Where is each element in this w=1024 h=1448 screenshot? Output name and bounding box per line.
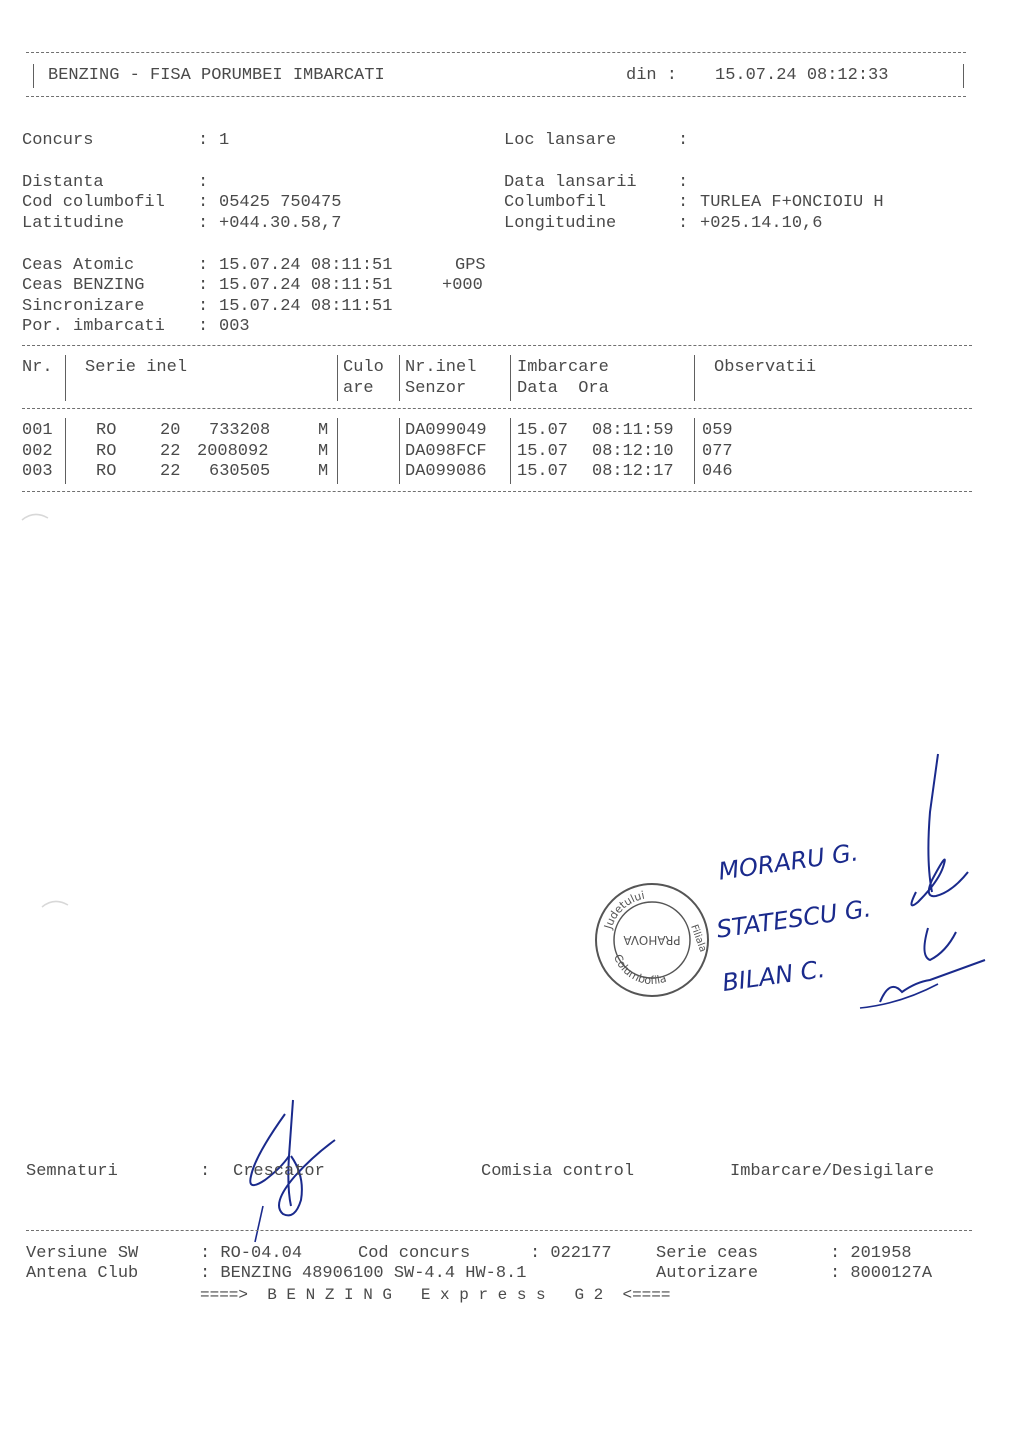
table-top-border — [22, 345, 972, 346]
stamp-side-text: Filiala — [688, 923, 709, 954]
row-obs: 077 — [702, 442, 733, 461]
distanta-sep: : — [198, 173, 209, 192]
header-din-value: 15.07.24 08:12:33 — [715, 66, 889, 85]
header-observatii: Observatii — [714, 358, 817, 377]
handwritten-name-3: BILAN C. — [720, 954, 827, 998]
row-data: 15.07 — [517, 442, 569, 461]
por-imbarcati-label: Por. imbarcati — [22, 317, 165, 336]
loc-lansare-label: Loc lansare — [504, 131, 617, 150]
latitudine-label: Latitudine — [22, 214, 125, 233]
col-divider-nrinel-header — [510, 355, 511, 401]
row-obs: 046 — [702, 462, 733, 481]
row-year: 20 — [160, 421, 181, 440]
header-imbarcare: Imbarcare — [517, 358, 609, 377]
concurs-sep: : — [198, 131, 209, 150]
svg-text:Columbofila — [611, 952, 668, 987]
header-culoare-1: Culo — [343, 358, 384, 377]
versiune-sw-value: : RO-04.04 — [200, 1244, 303, 1263]
longitudine-value: +025.14.10,6 — [700, 214, 823, 233]
row-country: RO — [96, 421, 117, 440]
serie-ceas-label: Serie ceas — [656, 1244, 759, 1263]
sincronizare-value: 15.07.24 08:11:51 — [219, 297, 393, 316]
header-nr: Nr. — [22, 358, 53, 377]
columbofil-sep: : — [678, 193, 689, 212]
header-bottom-border — [26, 96, 966, 97]
scan-mark — [40, 895, 70, 909]
header-data-ora: Data Ora — [517, 379, 609, 398]
ceas-atomic-sep: : — [198, 256, 209, 275]
row-country: RO — [96, 462, 117, 481]
ceas-atomic-extra: GPS — [455, 256, 486, 275]
row-ora: 08:12:17 — [592, 462, 674, 481]
row-senzor: DA099049 — [405, 421, 487, 440]
table-header-separator — [22, 408, 972, 409]
col-divider-nrinel-body — [510, 418, 511, 484]
distanta-label: Distanta — [22, 173, 104, 192]
cod-columbofil-value: 05425 750475 — [219, 193, 342, 212]
ceas-atomic-value: 15.07.24 08:11:51 — [219, 256, 393, 275]
semnaturi-sep: : — [200, 1162, 211, 1181]
row-ora: 08:12:10 — [592, 442, 674, 461]
antena-club-value: : BENZING 48906100 SW-4.4 HW-8.1 — [200, 1264, 527, 1283]
row-nr: 003 — [22, 462, 53, 481]
header-top-border — [26, 52, 966, 53]
col-divider-nr-body — [65, 418, 66, 484]
benzing-express-banner: ====> B E N Z I N G E x p r e s s G 2 <==== — [200, 1286, 671, 1304]
row-year: 22 — [160, 462, 181, 481]
header-senzor: Senzor — [405, 379, 467, 398]
columbofil-label: Columbofil — [504, 193, 607, 212]
cod-columbofil-sep: : — [198, 193, 209, 212]
longitudine-label: Longitudine — [504, 214, 617, 233]
row-senzor: DA098FCF — [405, 442, 487, 461]
autorizare-value: : 8000127A — [830, 1264, 933, 1283]
col-divider-serie-header — [337, 355, 338, 401]
footer-separator — [26, 1230, 972, 1231]
row-ring: 733208 — [209, 421, 271, 440]
longitudine-sep: : — [678, 214, 689, 233]
svg-text:Judetului — [601, 889, 645, 932]
semnaturi-label: Semnaturi — [26, 1162, 118, 1181]
versiune-sw-label: Versiune SW — [26, 1244, 139, 1263]
cod-concurs-label: Cod concurs — [358, 1244, 471, 1263]
col-divider-culo-body — [399, 418, 400, 484]
commission-signature — [820, 752, 990, 1012]
comisia-control-label: Comisia control — [481, 1162, 635, 1181]
stamp-center-text: PRAHOVA — [623, 933, 681, 947]
ceas-atomic-label: Ceas Atomic — [22, 256, 135, 275]
handwritten-name-2: STATESCU G. — [714, 894, 873, 944]
col-divider-imb-body — [694, 418, 695, 484]
concurs-value: 1 — [219, 131, 230, 150]
row-nr: 002 — [22, 442, 53, 461]
header-serie-inel: Serie inel — [85, 358, 188, 377]
header-left-border — [33, 64, 34, 88]
sincronizare-label: Sincronizare — [22, 297, 145, 316]
club-stamp — [590, 878, 714, 1002]
ceas-benzing-label: Ceas BENZING — [22, 276, 145, 295]
col-divider-culo-header — [399, 355, 400, 401]
row-country: RO — [96, 442, 117, 461]
row-year: 22 — [160, 442, 181, 461]
document-title: BENZING - FISA PORUMBEI IMBARCATI — [48, 66, 385, 85]
col-divider-serie-body — [337, 418, 338, 484]
serie-ceas-value: : 201958 — [830, 1244, 912, 1263]
row-data: 15.07 — [517, 462, 569, 481]
header-nr-inel: Nr.inel — [405, 358, 477, 377]
row-sex: M — [318, 442, 329, 461]
por-imbarcati-sep: : — [198, 317, 209, 336]
autorizare-label: Autorizare — [656, 1264, 759, 1283]
table-bottom-border — [22, 491, 972, 492]
row-nr: 001 — [22, 421, 53, 440]
ceas-benzing-sep: : — [198, 276, 209, 295]
row-obs: 059 — [702, 421, 733, 440]
latitudine-value: +044.30.58,7 — [219, 214, 342, 233]
header-right-border — [963, 64, 964, 88]
columbofil-value: TURLEA F+ONCIOIU H — [700, 193, 884, 212]
row-ring: 2008092 — [197, 442, 269, 461]
ceas-benzing-extra: +000 — [442, 276, 483, 295]
loc-lansare-sep: : — [678, 131, 689, 150]
cod-concurs-value: : 022177 — [530, 1244, 612, 1263]
stamp-top-text: Judetului — [601, 888, 646, 931]
row-sex: M — [318, 462, 329, 481]
row-ring: 630505 — [209, 462, 271, 481]
row-sex: M — [318, 421, 329, 440]
data-lansarii-sep: : — [678, 173, 689, 192]
header-culoare-2: are — [343, 379, 374, 398]
imbarcare-desigilare-label: Imbarcare/Desigilare — [730, 1162, 935, 1181]
por-imbarcati-value: 003 — [219, 317, 250, 336]
col-divider-nr-header — [65, 355, 66, 401]
col-divider-imb-header — [694, 355, 695, 401]
handwritten-name-1: MORARU G. — [716, 838, 861, 886]
concurs-label: Concurs — [22, 131, 94, 150]
scan-mark — [20, 508, 50, 522]
row-data: 15.07 — [517, 421, 569, 440]
row-senzor: DA099086 — [405, 462, 487, 481]
crescator-label: Crescator — [233, 1162, 325, 1181]
ceas-benzing-value: 15.07.24 08:11:51 — [219, 276, 393, 295]
antena-club-label: Antena Club — [26, 1264, 139, 1283]
header-din-label: din : — [626, 66, 678, 85]
cod-columbofil-label: Cod columbofil — [22, 193, 165, 212]
latitudine-sep: : — [198, 214, 209, 233]
data-lansarii-label: Data lansarii — [504, 173, 637, 192]
stamp-bottom-text: Columbofila — [611, 952, 669, 988]
row-ora: 08:11:59 — [592, 421, 674, 440]
sincronizare-sep: : — [198, 297, 209, 316]
